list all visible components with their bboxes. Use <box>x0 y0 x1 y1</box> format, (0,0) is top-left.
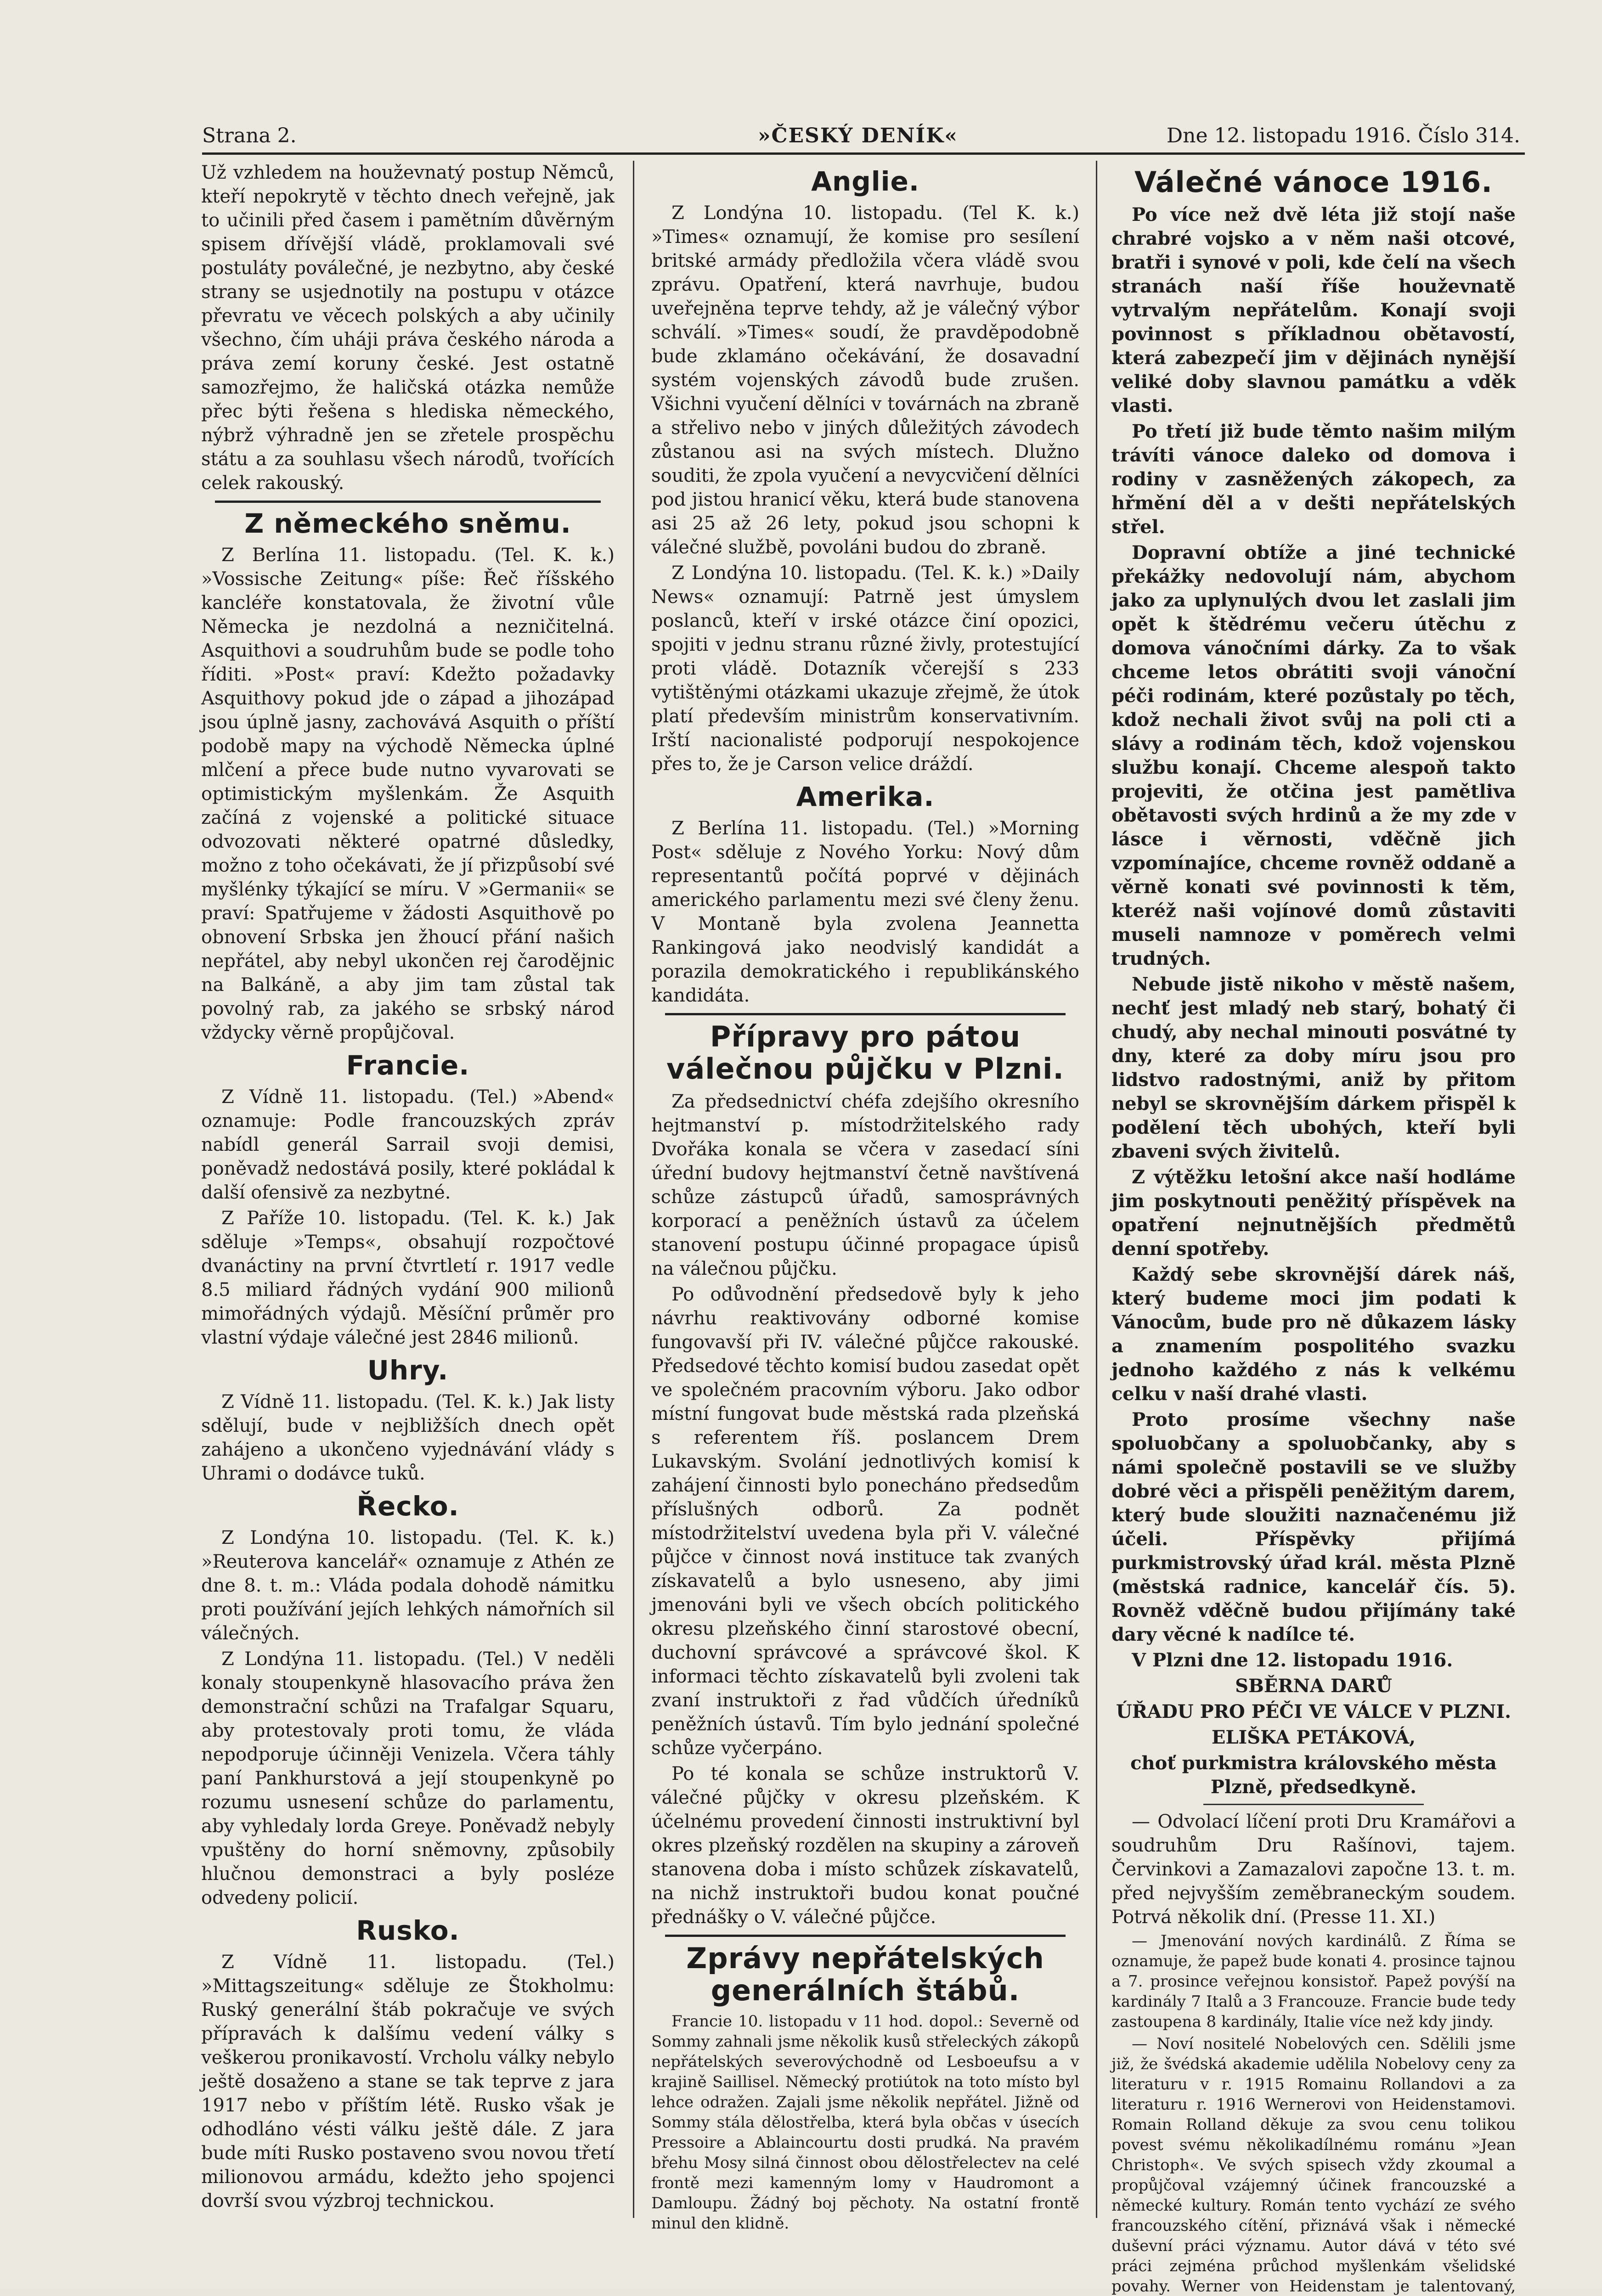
page-header <box>202 120 1525 155</box>
appeal-paragraph: Proto prosíme všechny naše spoluobčany a spoluobčanky, aby s námi společně postavili se ve služby dobré věci a přispěli peněžitým darem, který bude sloužiti naznačenému již účeli. Příspěvky přijímá purkmistrovský úřad král. města Plzně (městská radnice, kancelář čís. 5). Rovněž vděčně budou přijímány také dary věcné k nadílce té. <box>1111 1409 1516 1645</box>
notice-paragraph: — Odvolací líčení proti Dru Kramářovi a soudruhům Dru Rašínovi, tajem. Červinkovi a Zamazalovi započne 13. t. m. před nejvyšším zeměbraneckým soudem. Potrvá několik dní. (Presse 11. XI.) <box>1111 1811 1516 1928</box>
article-paragraph: Z Berlína 11. listopadu. (Tel. K. k.) »Vossische Zeitung« píše: Řeč říšského kancléře konstatovala, že životní vůle Německa je nezdolná a nezničitelná. Asquithovi a soudruhům bude se podle toho říditi. »Post« praví: Kdežto požadavky Asquithovy pokud jde o západ a jihozápad jsou úplně jasny, zachovává Asquith o příští podobě mapy na východě Německa úplné mlčení a přece bude nutno vyvarovati se optimistickým myšlenkám. Že Asquith začíná z vojenské a politické situace odvozovati některé opatrné důsledky, možno z toho očekávati, že jí přizpůsobí své myšlénky týkající se míru. V »Germanii« se praví: Spatřujeme v žádosti Asquithově po obnovení Srbska jen žhoucí přání našich nepřátel, aby nebyl ukončen rej čarodějnic na Balkáně, a aby jim tam zůstal tak povolný rab, za jakého se srbský národ vždycky věrně propůjčoval. <box>201 545 615 1043</box>
signature-line: ELIŠKA PETÁKOVÁ, <box>1211 1727 1416 1748</box>
appeal-date: V Plzni dne 12. listopadu 1916. <box>1132 1649 1453 1671</box>
article-paragraph: Z Vídně 11. listopadu. (Tel.) »Mittagszeitung« sděluje ze Štokholmu: Ruský generální štáb pokračuje ve svých přípravách k dalšímu vedení války s veškerou pronikavostí. Vrcholu války nebylo ještě dosaženo a stane se tak teprve z jara 1917 nebo v příštím létě. Rusko však je odhodláno vésti válku ještě dále. Z jara bude míti Rusko postaveno svou novou třetí milionovou armádu, kdežto jeho spojenci dovrší svou výzbroj technickou. <box>201 1952 615 2212</box>
column-divider <box>1096 161 1097 2218</box>
section-rule <box>215 501 601 503</box>
article-paragraph: Z Londýna 10. listopadu. (Tel. K. k.) »Daily News« oznamují: Patrně jest úmyslem poslanců, kteří v irské otázce činí opozici, spojiti v jednu stranu různé živly, protestující proti vládě. Dotazník včerejší s 233 vytištěnými otázkami ukazuje zřejmě, že útok platí především ministrům konservativním. Irští nacionalisté podporují nespokojence přes to, že je Carson velice dráždí. <box>651 563 1079 775</box>
column-2 <box>651 161 1079 2289</box>
article-paragraph: Z Paříže 10. listopadu. (Tel. K. k.) Jak sděluje »Temps«, obsahují rozpočtové dvanáctiny na první čtvrtletí r. 1917 vedle 8.5 miliard řádných vydání 900 milionů mimořádných výdajů. Měsíční průměr pro vlastní výdaje válečné jest 2846 milionů. <box>201 1208 615 1348</box>
section-rule <box>1203 1804 1424 1805</box>
appeal-paragraph: Nebude jistě nikoho v městě našem, nechť jest mladý neb starý, bohatý či chudý, aby nechal minouti posvátné ty dny, které za doby míru jsou pro lidstvo radostnými, aniž by přitom nebyl se skrovnějším dárkem přispěl k podělení těch ubohých, kteří byli zbaveni svých živitelů. <box>1111 974 1516 1162</box>
article-paragraph: Z Vídně 11. listopadu. (Tel. K. k.) Jak listy sdělují, bude v nejbližších dnech opět zahájeno a ukončeno vyjednávání vlády s Uhrami o dodávce tuků. <box>201 1391 615 1484</box>
newspaper-title: »ČESKÝ DENÍK« <box>758 124 958 147</box>
section-heading: Přípravy pro pátou válečnou půjčku v Plzni. <box>666 1020 1064 1086</box>
column-1 <box>201 161 615 2289</box>
section-heading: Zprávy nepřátelských generálních štábů. <box>686 1941 1044 2007</box>
column-3 <box>1111 161 1516 2296</box>
section-heading: Anglie. <box>811 166 919 197</box>
issue-date: Dne 12. listopadu 1916. Číslo 314. <box>1166 124 1520 147</box>
section-heading: Válečné vánoce 1916. <box>1134 165 1493 199</box>
column-divider <box>633 161 634 2218</box>
signature-line: choť purkmistra královského města Plzně, předsedkyně. <box>1130 1752 1497 1798</box>
article-paragraph: Už vzhledem na houževnatý postup Němců, kteří nepokrytě v těchto dnech veřejně, jak to učinili před časem i pamětním důvěrným spisem dřívější vládě, proklamovali své postuláty poválečné, je nezbytno, aby české strany se usjednotily na postupu v otázce převratu ve věcech polských a aby učinily všechno, čím uháji práva českého národa a práva zemí koruny české. Jest ostatně samozřejmo, že haličská otázka nemůže přec býti řešena s hlediska německého, nýbrž výhradně jen se zřetele prospěchu státu a za souhlasu všech národů, tvořících celek rakouský. <box>201 162 615 494</box>
signature-line: SBĚRNA DARŮ <box>1235 1675 1392 1697</box>
appeal-paragraph: Dopravní obtíže a jiné technické překážky nedovolují nám, abychom jako za uplynulých dvou let zaslali jim opět k štědrému večeru útěchu z domova vánočními dárky. Za to však chceme letos obrátiti svoji vánoční péči rodinám, které pozůstaly po těch, kdož nechali život svůj na poli cti a slávy a rodinám těch, kdož vojenskou službu konají. Chceme alespoň takto projeviti, že otčina jest pamětliva obětavosti svých hrdinů a že my zde v lásce i věrnosti, vděčně jich vzpomínajíce, chceme rovněž oddaně a věrně konati své povinnosti k těm, kteréž naši vojínové domů zůstaviti museli namnoze v poměrech velmi trudných. <box>1111 542 1516 969</box>
notice-paragraph: — Jmenování nových kardinálů. Z Říma se oznamuje, že papež bude konati 4. prosince tajnou a 7. prosince veřejnou konsistoř. Papež povýší na kardinály 7 Italů a 3 Francouze. Francie bude tedy zastoupena 8 kardinály, Italie více než kdy jindy. <box>1111 1932 1516 2031</box>
section-heading: Uhry. <box>367 1355 449 1386</box>
section-rule <box>665 1013 1066 1015</box>
section-heading: Francie. <box>346 1050 470 1081</box>
article-paragraph: Z Londýna 10. listopadu. (Tel. K. k.) »Reuterova kancelář« oznamuje z Athén ze dne 8. t. m.: Vláda podala dohodě námitku proti používání jejích lehkých námořních sil válečných. <box>201 1527 615 1644</box>
article-paragraph: Po té konala se schůze instruktorů V. válečné půjčky v okresu plzeňském. K účelnému provedení činnosti instruktivní byl okres plzeňský rozdělen na skupiny a zároveň stanovena doba i místo schůzek získavatelů, na nichž instruktoři budou konat poučné přednášky o V. válečné půjčce. <box>651 1763 1079 1928</box>
article-paragraph: Z Berlína 11. listopadu. (Tel.) »Morning Post« sděluje z Nového Yorku: Nový dům representantů počítá poprvé v dějinách amerického parlamentu mezi své členy ženu. V Montaně byla zvolena Jeannetta Rankingová jako neodvislý kandidát a porazila demokratického i republikánského kandidáta. <box>651 818 1079 1006</box>
appeal-paragraph: Po třetí již bude těmto našim milým trávíti vánoce daleko od domova i rodiny v zasněžených zákopech, za hřmění děl a v dešti nepřátelských střel. <box>1111 421 1516 538</box>
article-paragraph: Z Londýna 11. listopadu. (Tel.) V neděli konaly stoupenkyně hlasovacího práva žen demonstrační schůzi na Trafalgar Squaru, aby protestovaly proti tomu, že vláda nepodporuje účinněji Venizela. Včera táhly paní Pankhurstová a její stoupenkyně po rozumu usnesení schůze do parlamentu, aby vyhledaly lorda Greye. Poněvadž nebyly vpuštěny do horní sněmovny, způsobily hlučnou demonstraci a byly posléze odvedeny policií. <box>201 1649 615 1908</box>
article-paragraph: Po odůvodnění předsedově byly k jeho návrhu reaktivovány odborné komise fungovavší při IV. válečné půjčce rakouské. Předsedové těchto komisí budou zasedat opět ve společném pracovním výboru. Jako odbor místní fungovat bude městská rada plzeňská s referentem říš. poslancem Drem Lukavským. Svolání jednotlivých komisí k zahájení činnosti bylo ponecháno předsedům příslušných odborů. Za podnět místodržitelství uvedena byla při V. válečné půjčce v činnost nová instituce tak zvaných získavatelů a bylo usneseno, aby jimi jmenováni byli ve všech obcích politického okresu plzeňského činní starostové obecní, duchovní správcové a správcové škol. K informaci těchto získavatelů byli zvoleni tak zvaní instruktoři z řad vůdčích úředníků peněžních ústavů. Tím bylo jednání společné schůze vyčerpáno. <box>651 1284 1079 1759</box>
section-heading: Z německého sněmu. <box>244 508 571 539</box>
section-heading: Rusko. <box>356 1915 460 1946</box>
article-paragraph: Francie 10. listopadu v 11 hod. dopol.: Severně od Sommy zahnali jsme několik kusů střeleckých zákopů nepřátelských severovýchodně od Lesboeufsu a v krajině Saillisel. Německý protiútok na toto místo byl lehce odražen. Zajali jsme několik nepřátel. Jižně od Sommy stála dělostřelba, která byla občas v úsecích Pressoire a Ablaincourtu dosti prudká. Na pravém břehu Mosy silná činnost obou dělostřelectev na celé frontě mezi kamenným lomy v Haudromont a Damloupu. Žádný boj pěchoty. Na ostatní frontě minul den klidně. <box>651 2012 1079 2233</box>
section-rule <box>665 1935 1066 1937</box>
appeal-paragraph: Po více než dvě léta již stojí naše chrabré vojsko a v něm naši otcové, bratři i synové v poli, kde čelí na všech stranách naší říše houževnatě vytrvalým nepřátelům. Konají svoji povinnost s příkladnou obětavostí, která zabezpečí jim v dějinách nynější veliké doby slavnou památku a vděk vlasti. <box>1111 204 1516 416</box>
section-heading: Řecko. <box>356 1491 459 1522</box>
appeal-paragraph: Každý sebe skrovnější dárek náš, který budeme moci jim podati k Vánocům, bude pro ně důkazem lásky a znamením pospolitého svazku jednoho každého z nás k velkému celku v naší drahé vlasti. <box>1111 1264 1516 1405</box>
appeal-paragraph: Z výtěžku letošní akce naší hodláme jim poskytnouti peněžitý příspěvek na opatření nejnutnějších předmětů denní spotřeby. <box>1111 1166 1516 1260</box>
section-heading: Amerika. <box>796 781 935 812</box>
article-paragraph: Za předsednictví chéfa zdejšího okresního hejtmanství p. místodržitelského rady Dvořáka konala se včera v zasedací síni úřední budovy hejtmanství četně navštívená schůze zástupců úřadů, samosprávných korporací a peněžních ústavů za účelem stanovení postupu účinné propagace úpisů na válečnou půjčku. <box>651 1091 1079 1279</box>
page-number: Strana 2. <box>202 124 297 147</box>
article-paragraph: Z Vídně 11. listopadu. (Tel.) »Abend« oznamuje: Podle francouzských zpráv nabídl generál Sarrail svoji demisi, poněvadž nedostává posily, které pokládal k další ofensivě za nezbytné. <box>201 1086 615 1203</box>
notice-paragraph: — Noví nositelé Nobelových cen. Sdělili jsme již, že švédská akademie udělila Nobelovy ceny za literaturu v r. 1915 Romainu Rollandovi a za literaturu r. 1916 Wernerovi von Heidenstamovi. Romain Rolland děkuje za svou cenu tolikou povest svému několikadílnému románu »Jean Christoph«. Ve svých spisech vždy zkoumal a propůjčoval vzájemný účinek francouzské a německé kultury. Román tento vychází ze svého francouzského cítění, přiznává však i německé duševní práci významu. Autor dává v této své práci zejména průchod myšlenkám všelidské povahy. Werner von Heidenstam je talentovaný, <box>1111 2035 1516 2296</box>
article-paragraph: Z Londýna 10. listopadu. (Tel K. k.) »Times« oznamují, že komise pro sesílení britské armády předložila včera vládě svou zprávu. Opatření, která navrhuje, budou uveřejněna teprve tehdy, až je válečný výbor schválí. »Times« soudí, že pravděpodobně bude zklamáno očekávání, že dosavadní systém vojenských závodů bude zrušen. Všichni vyučení dělníci v továrnách na zbraně a střelivo nebo v jiných důležitých závodech zůstanou asi na svých místech. Dlužno souditi, že zpola vyučení a nevycvičení dělníci pod jistou hranicí věku, která bude stanovena asi 25 až 26 lety, pokud jsou schopni k válečné službě, povoláni budou do zbraně. <box>651 203 1079 558</box>
signature-line: ÚŘADU PRO PÉČI VE VÁLCE V PLZNI. <box>1116 1701 1512 1722</box>
